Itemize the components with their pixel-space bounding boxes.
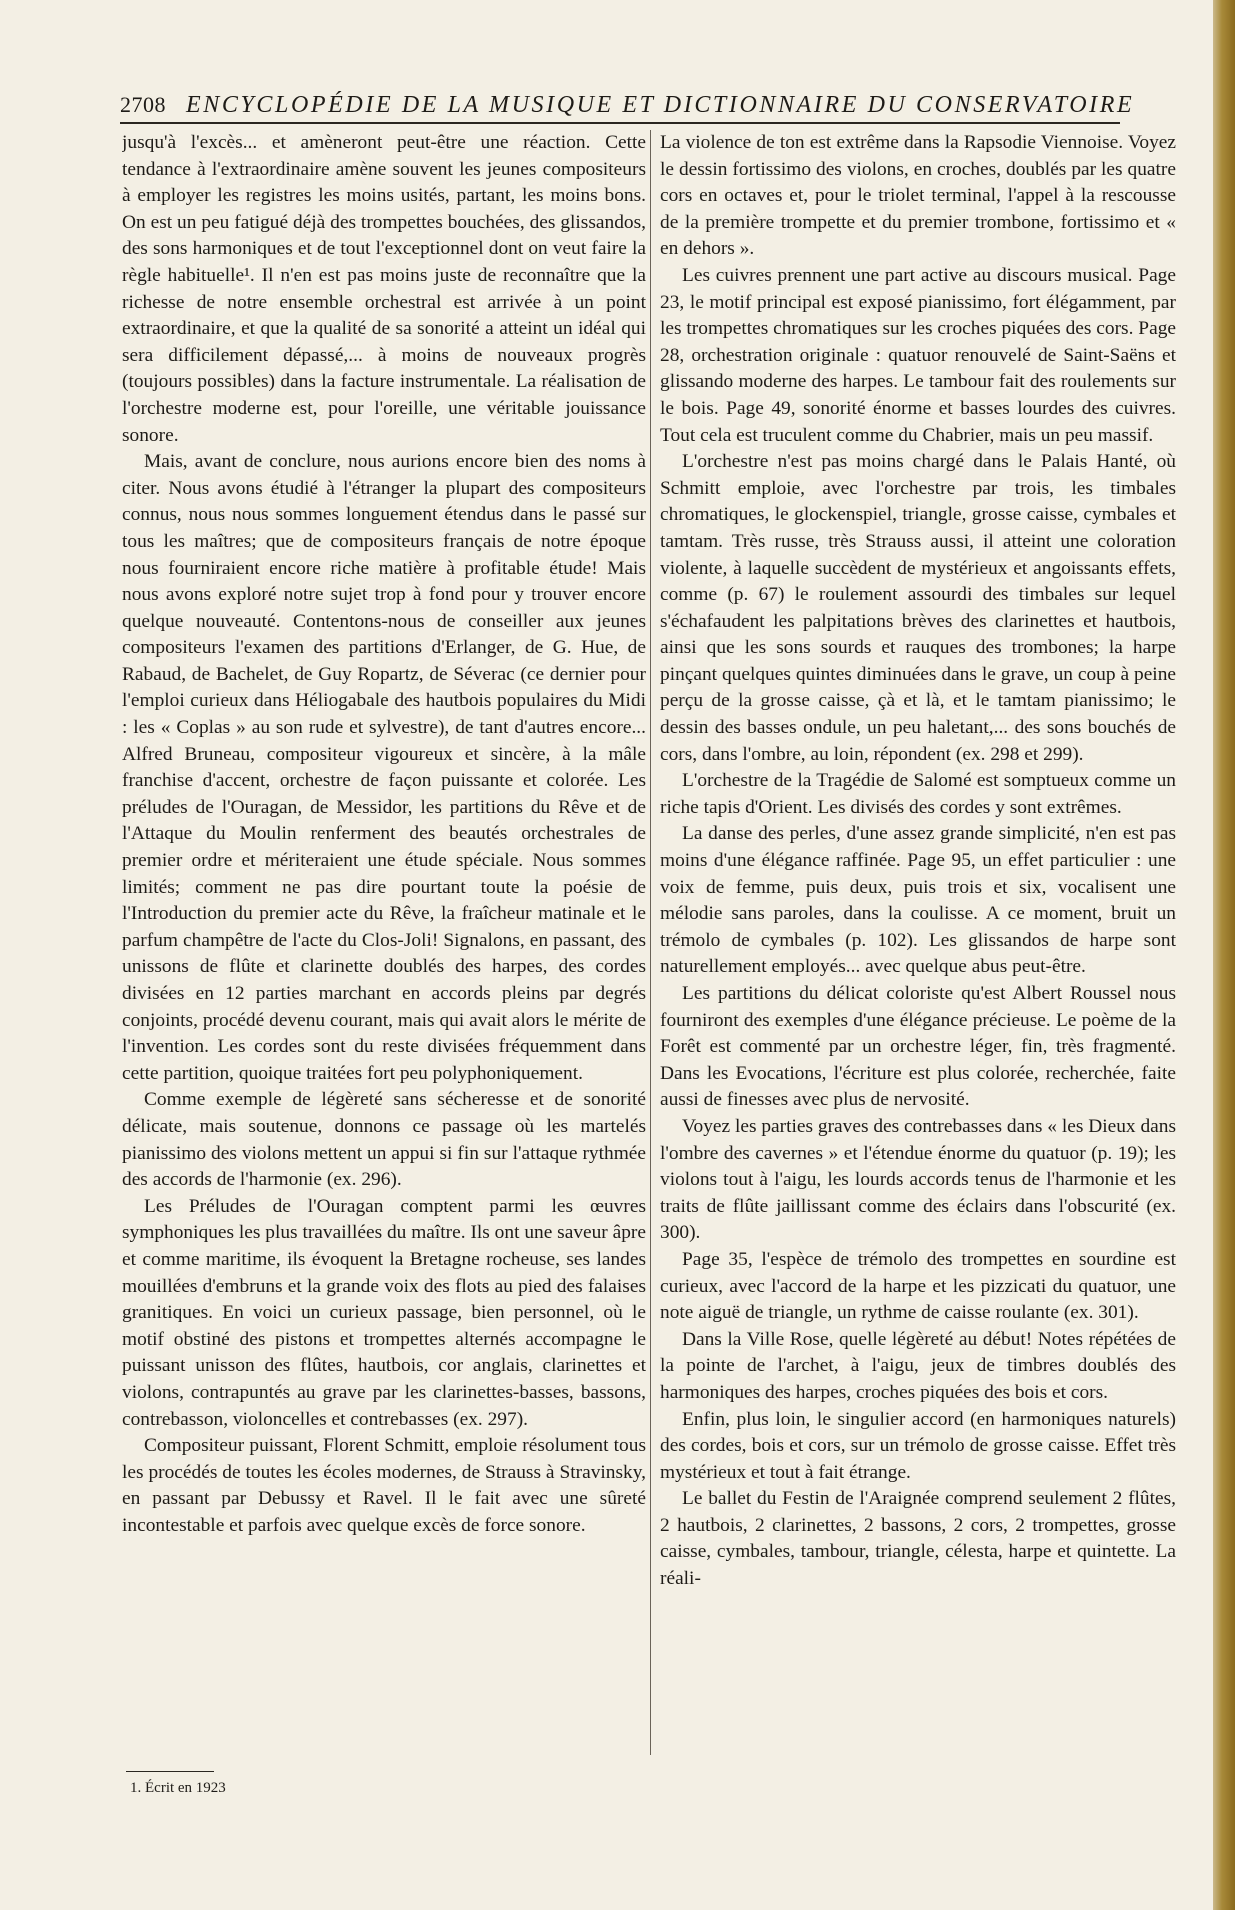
- paragraph: Mais, avant de conclure, nous aurions encore bien des noms à citer. Nous avons étudié à l'étranger la plupart des compositeurs connus, nous nous sommes longuement étendus dans le passé sur tous les maîtres; que de compositeurs français de notre époque nous fourniraient encore riche matière à profitable étude! Mais nous avons exploré notre sujet trop à fond pour y trouver encore quelque nouveauté. Contentons-nous de conseiller aux jeunes compositeurs l'examen des partitions d'Erlanger, de G. Hue, de Rabaud, de Bachelet, de Guy Ropartz, de Séverac (ce dernier pour l'emploi curieux dans Héliogabale des hautbois populaires du Midi : les « Coplas » au son rude et sylvestre), de tant d'autres encore... Alfred Bruneau, compositeur vigoureux et sincère, à la mâle franchise d'accent, orchestre de façon puissante et colorée. Les préludes de l'Ouragan, de Messidor, les partitions du Rêve et de l'Attaque du Moulin renferment des beautés orchestrales de premier ordre et mériteraient une étude spéciale. Nous sommes limités; comment ne pas dire pourtant toute la poésie de l'Introduction du premier acte du Rêve, la fraîcheur matinale et le parfum champêtre de l'acte du Clos-Joli! Signalons, en passant, des unissons de flûte et clarinette doublés des harpes, des cordes divisées en 12 parties marchant en accords pleins par degrés conjoints, procédé devenu courant, mais qui avait alors le mérite de l'invention. Les cordes sont du reste divisées fréquemment dans cette partition, quoique traitées fort peu polyphoniquement.: [122, 451, 646, 1084]
- paragraph: Compositeur puissant, Florent Schmitt, emploie résolument tous les procédés de toutes les écoles modernes, de Strauss à Stravinsky, en passant par Debussy et Ravel. Il le fait avec une sûreté incontestable et parfois avec quelque excès de force sonore.: [122, 1435, 646, 1536]
- paragraph: Page 35, l'espèce de trémolo des trompettes en sourdine est curieux, avec l'accord de la harpe et les pizzicati du quatuor, une note aiguë de triangle, un rythme de caisse roulante (ex. 301).: [660, 1248, 1176, 1324]
- paragraph: Le ballet du Festin de l'Araignée comprend seulement 2 flûtes, 2 hautbois, 2 clarinettes, 2 bassons, 2 cors, 2 trompettes, grosse caisse, cymbales, tambour, triangle, célesta, harpe et quintette. La réali-: [660, 1488, 1176, 1590]
- paragraph: L'orchestre de la Tragédie de Salomé est somptueux comme un riche tapis d'Orient. Les divisés des cordes y sont extrêmes.: [660, 770, 1176, 818]
- paragraph: Les partitions du délicat coloriste qu'est Albert Roussel nous fourniront des exemples d'une élégance précieuse. Le poème de la Forêt est commenté par un orchestre léger, fin, très fragmenté. Dans les Evocations, l'écriture est plus colorée, recherchée, faite aussi de finesses avec plus de nervosité.: [660, 983, 1176, 1111]
- running-header: [120, 92, 1135, 122]
- column-divider: [650, 130, 651, 1755]
- page-number: 2708: [120, 92, 166, 117]
- right-column: [660, 130, 1176, 1830]
- paragraph: La danse des perles, d'une assez grande simplicité, n'en est pas moins d'une élégance raffinée. Page 95, un effet particulier : une voix de femme, puis deux, puis trois et six, vocalisent une mélodie sans paroles, dans la coulisse. A ce moment, bruit un trémolo de cymbales (p. 102). Les glissandos de harpe sont naturellement employés... avec quelque abus peut-être.: [660, 823, 1176, 978]
- footnote: 1. Écrit en 1923: [130, 1780, 226, 1796]
- running-title: ENCYCLOPÉDIE DE LA MUSIQUE ET DICTIONNAIRE DU CONSERVATOIRE: [186, 92, 1135, 118]
- header-rule: [120, 122, 1120, 124]
- paragraph: Les Préludes de l'Ouragan comptent parmi les œuvres symphoniques les plus travaillées du maître. Ils ont une saveur âpre et comme maritime, ils évoquent la Bretagne rocheuse, ses landes mouillées d'embruns et la grande voix des flots au pied des falaises granitiques. En voici un curieux passage, bien personnel, où le motif obstiné des pistons et trompettes alternés accompagne le puissant unisson des flûtes, hautbois, cor anglais, clarinettes et violons, contrapuntés au grave par les clarinettes-basses, bassons, contrebasson, violoncelles et contrebasses (ex. 297).: [122, 1195, 646, 1430]
- paragraph: Dans la Ville Rose, quelle légèreté au début! Notes répétées de la pointe de l'archet, à l'aigu, jeux de timbres doublés des harmoniques des harpes, croches piquées des bois et cors.: [660, 1328, 1176, 1403]
- paragraph: L'orchestre n'est pas moins chargé dans le Palais Hanté, où Schmitt emploie, avec l'orchestre par trois, les timbales chromatiques, le glockenspiel, triangle, grosse caisse, cymbales et tamtam. Très russe, très Strauss aussi, il atteint une coloration violente, à laquelle succèdent de mystérieux et angoissants effets, comme (p. 67) le roulement assourdi des timbales sur lequel s'échafaudent les palpitations brèves des clarinettes et hautbois, ainsi que les sons sourds et rauques des trombones; la harpe pinçant quelques quintes diminuées dans le grave, un coup à peine perçu de la grosse caisse, çà et là, et le tamtam pianissimo; le dessin des basses ondule, un peu haletant,... des sons bouchés de cors, dans l'ombre, au loin, répondent (ex. 298 et 299).: [660, 451, 1176, 765]
- paragraph: Voyez les parties graves des contrebasses dans « les Dieux dans l'ombre des cavernes » et l'étendue énorme du quatuor (p. 19); les violons tout à l'aigu, les lourds accords tenus de l'harmonie et les traits de flûte jaillissant comme des éclairs dans l'obscurité (ex. 300).: [660, 1115, 1176, 1244]
- paragraph: Les cuivres prennent une part active au discours musical. Page 23, le motif principal est exposé pianissimo, fort élégamment, par les trompettes chromatiques sur les croches piquées des cors. Page 28, orchestration originale : quatuor renouvelé de Saint-Saëns et glissando moderne des harpes. Le tambour fait des roulements sur le bois. Page 49, sonorité énorme et basses lourdes des cuivres. Tout cela est truculent comme du Chabrier, mais un peu massif.: [660, 264, 1176, 446]
- paragraph: La violence de ton est extrême dans la Rapsodie Viennoise. Voyez le dessin fortissimo des violons, en croches, doublés par les quatre cors en octaves et, pour le triolet terminal, l'appel à la rescousse de la première trompette et du premier trombone, fortissimo et « en dehors ».: [660, 132, 1176, 260]
- left-column: [122, 130, 646, 1830]
- paragraph: Comme exemple de légèreté sans sécheresse et de sonorité délicate, mais soutenue, donnons ce passage où les martelés pianissimo des violons mettent un appui si fin sur l'attaque rythmée des accords de l'harmonie (ex. 296).: [122, 1089, 646, 1191]
- paragraph: Enfin, plus loin, le singulier accord (en harmoniques naturels) des cordes, bois et cors, sur un trémolo de grosse caisse. Effet très mystérieux et tout à fait étrange.: [660, 1408, 1176, 1483]
- page-edge: [1213, 0, 1235, 1910]
- footnote-rule: [126, 1771, 214, 1772]
- paragraph: jusqu'à l'excès... et amèneront peut-être une réaction. Cette tendance à l'extraordinaire amène souvent les jeunes compositeurs à employer les registres les moins usités, partant, les moins bons. On est un peu fatigué déjà des trompettes bouchées, des glissandos, des sons harmoniques et de tout l'exceptionnel dont on veut faire la règle habituelle¹. Il n'en est pas moins juste de reconnaître que la richesse de notre ensemble orchestral est arrivée à un point extraordinaire, et que la qualité de sa sonorité a atteint un idéal qui sera difficilement dépassé,... à moins de nouveaux progrès (toujours possibles) dans la facture instrumentale. La réalisation de l'orchestre moderne est, pour l'oreille, une véritable jouissance sonore.: [122, 132, 646, 446]
